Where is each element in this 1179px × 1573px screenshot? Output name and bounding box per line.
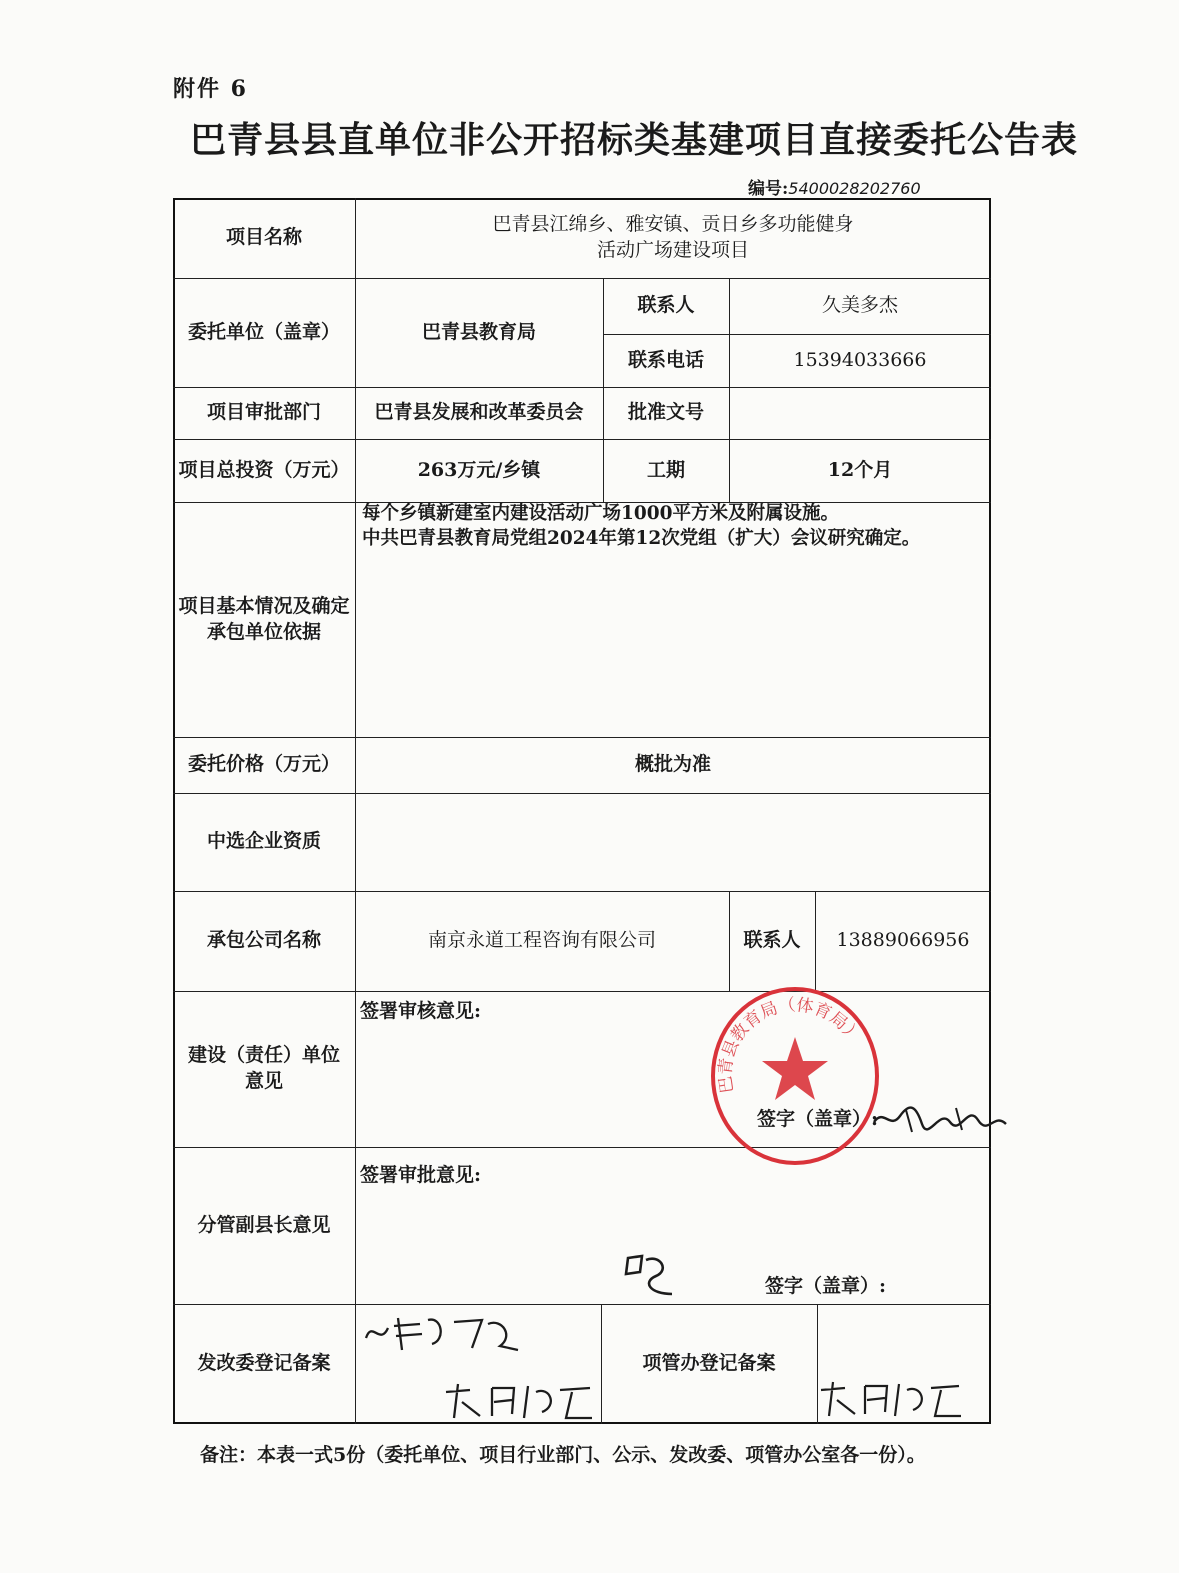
page-title: 巴青县县直单位非公开招标类基建项目直接委托公告表 xyxy=(190,119,1079,161)
approval-doc-label: 批准文号 xyxy=(627,401,704,424)
serial-number xyxy=(748,174,921,199)
basis-line1: 每个乡镇新建室内建设活动广场1000平方米及附属设施。 xyxy=(362,503,839,524)
investment-label: 项目总投资（万元） xyxy=(178,458,350,481)
vice-review-label: 签署审批意见: xyxy=(360,1164,482,1186)
unit-sign-label: 签字（盖章）: xyxy=(757,1108,879,1130)
price-label: 委托价格（万元） xyxy=(187,753,340,776)
approval-dept-value: 巴青县发展和改革委员会 xyxy=(374,401,584,424)
unit-review-label: 签署审核意见: xyxy=(360,1000,482,1022)
signature-stroke xyxy=(821,1382,961,1416)
duration-label: 工期 xyxy=(646,458,685,481)
pmo-label: 项管办登记备案 xyxy=(642,1352,776,1375)
client-value: 巴青县教育局 xyxy=(421,320,536,343)
contact-label: 联系人 xyxy=(637,294,695,317)
unit-opinion-label-line1: 建设（责任）单位 xyxy=(187,1044,340,1067)
seal-star xyxy=(762,1037,828,1100)
vice-opinion-label: 分管副县长意见 xyxy=(197,1213,331,1236)
official-seal xyxy=(709,985,881,1167)
price-value: 概批为准 xyxy=(634,753,711,776)
project-name-value xyxy=(355,198,991,278)
ndrc-signature-bottom xyxy=(440,1378,600,1424)
attachment-label: 附件 6 xyxy=(173,76,248,102)
signature-stroke xyxy=(906,1108,962,1132)
qualification-value xyxy=(355,793,991,891)
contractor-label: 承包公司名称 xyxy=(206,929,321,952)
ndrc-label: 发改委登记备案 xyxy=(197,1352,331,1375)
project-name-line2: 活动广场建设项目 xyxy=(596,239,749,261)
unit-signature xyxy=(870,1100,1010,1140)
serial-value: 5400028202760 xyxy=(788,179,921,198)
basis-label-line2: 承包单位依据 xyxy=(206,620,321,643)
contractor-contact-label: 联系人 xyxy=(743,929,801,952)
contractor-value: 南京永道工程咨询有限公司 xyxy=(427,929,656,952)
approval-dept-label: 项目审批部门 xyxy=(206,401,321,424)
serial-label: 编号: xyxy=(748,179,789,199)
phone-value: 15394033666 xyxy=(793,348,927,371)
vice-signature xyxy=(620,1250,680,1300)
pmo-signature xyxy=(815,1374,965,1422)
contractor-contact-value: 13889066956 xyxy=(836,929,970,952)
signature-stroke xyxy=(446,1384,592,1418)
basis-line2: 中共巴青县教育局党组2024年第12次党组（扩大）会议研究确定。 xyxy=(362,527,921,549)
seal-text-path: 巴青县教育局（体育局） xyxy=(715,995,865,1095)
qualification-label: 中选企业资质 xyxy=(206,830,321,853)
basis-value xyxy=(362,502,984,737)
approval-doc-value xyxy=(729,387,991,439)
footer-note: 备注：本表一式5份（委托单位、项目行业部门、公示、发改委、项管办公室各一份）。 xyxy=(200,1444,926,1466)
signature-stroke xyxy=(626,1256,672,1294)
unit-opinion-label-line2: 意见 xyxy=(244,1070,283,1092)
project-name-line1: 巴青县江绵乡、雅安镇、贡日乡多功能健身 xyxy=(492,213,854,236)
basis-label-line1: 项目基本情况及确定 xyxy=(178,594,350,617)
signature-stroke xyxy=(874,1108,1006,1130)
project-name-label: 项目名称 xyxy=(225,226,302,249)
ndrc-signature-top xyxy=(362,1310,522,1356)
phone-label: 联系电话 xyxy=(627,348,704,371)
investment-value: 263万元/乡镇 xyxy=(417,458,541,481)
client-label: 委托单位（盖章） xyxy=(187,320,340,343)
basis-label xyxy=(173,502,355,737)
vice-sign-label: 签字（盖章）: xyxy=(765,1275,887,1297)
contact-value: 久美多杰 xyxy=(821,294,898,317)
signature-stroke xyxy=(366,1318,518,1350)
unit-opinion-label xyxy=(173,991,355,1147)
duration-value: 12个月 xyxy=(827,458,893,481)
